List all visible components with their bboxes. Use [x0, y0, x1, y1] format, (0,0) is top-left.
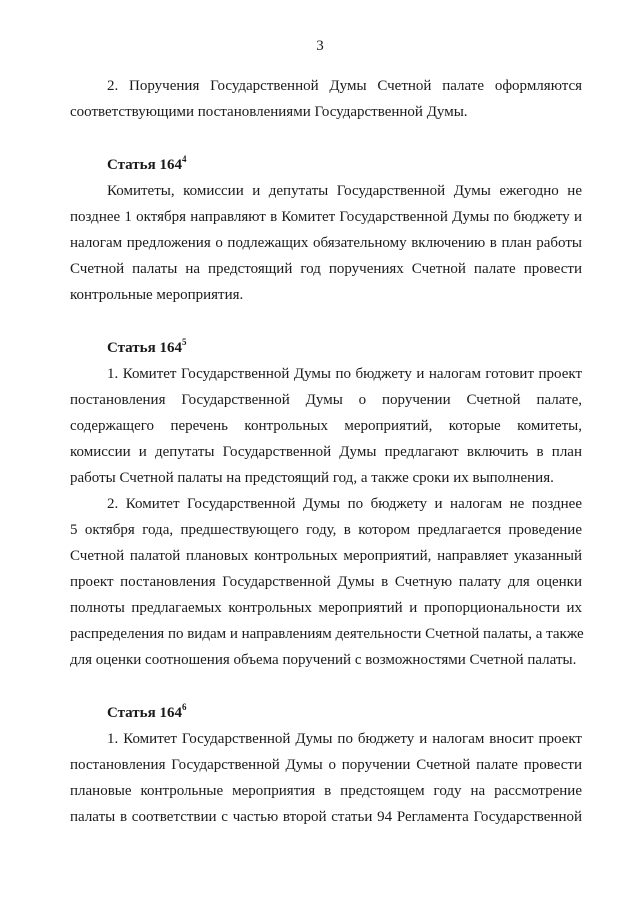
paragraph-line: 2. Поручения Государственной Думы Счетной палате оформляются	[107, 78, 582, 94]
paragraph-line: Комитеты, комиссии и депутаты Государственной Думы ежегодно не	[107, 183, 582, 199]
article-heading-superscript: 6	[181, 702, 187, 712]
paragraph-line: постановления Государственной Думы о поручении Счетной палате,	[70, 392, 582, 408]
paragraph-line: позднее 1 октября направляют в Комитет Государственной Думы по бюджету и	[70, 209, 582, 225]
article-heading-text: Статья 164	[107, 705, 182, 721]
paragraph-line: полноты предлагаемых контрольных мероприятий и пропорциональности их	[70, 600, 582, 616]
paragraph-line: проект постановления Государственной Думы в Счетную палату для оценки	[70, 574, 582, 590]
paragraph-line: налогам предложения о подлежащих обязательному включению в план работы	[70, 235, 582, 251]
article-heading-text: Статья 164	[107, 157, 182, 173]
paragraph-line: работы Счетной палаты на предстоящий год, а также сроки их выполнения.	[70, 470, 554, 486]
article-heading-text: Статья 164	[107, 340, 182, 356]
article-heading	[107, 338, 186, 358]
article-heading	[107, 703, 186, 723]
paragraph-line: 5 октября года, предшествующего году, в котором предлагается проведение	[70, 522, 582, 538]
article-heading	[107, 155, 186, 175]
paragraph-line: распределения по видам и направлениям деятельности Счетной палаты, а также	[70, 626, 584, 642]
paragraph-line: плановые контрольные мероприятия в предстоящем году на рассмотрение	[70, 783, 582, 799]
paragraph-line: постановления Государственной Думы о поручении Счетной палате провести	[70, 757, 582, 773]
paragraph-line: Счетной палатой плановых контрольных мероприятий, направляет указанный	[70, 548, 582, 564]
paragraph-line: контрольные мероприятия.	[70, 287, 244, 303]
article-heading-superscript: 5	[181, 337, 187, 347]
paragraph-line: комиссии и депутаты Государственной Думы предлагают включить в план	[70, 444, 582, 460]
paragraph-line: содержащего перечень контрольных мероприятий, которые комитеты,	[70, 418, 582, 434]
paragraph-line: соответствующими постановлениями Государственной Думы.	[70, 104, 468, 120]
article-heading-superscript: 4	[181, 154, 187, 164]
paragraph-line: для оценки соотношения объема поручений с возможностями Счетной палаты.	[70, 652, 577, 668]
paragraph-line: 2. Комитет Государственной Думы по бюджету и налогам не позднее	[107, 496, 582, 512]
paragraph-line: палаты в соответствии с частью второй статьи 94 Регламента Государственной	[70, 809, 582, 825]
paragraph-line: 1. Комитет Государственной Думы по бюджету и налогам готовит проект	[107, 366, 582, 382]
paragraph-line: Счетной палаты на предстоящий год поручениях Счетной палате провести	[70, 261, 582, 277]
paragraph-line: 1. Комитет Государственной Думы по бюджету и налогам вносит проект	[107, 731, 582, 747]
page-number: 3	[316, 38, 324, 54]
